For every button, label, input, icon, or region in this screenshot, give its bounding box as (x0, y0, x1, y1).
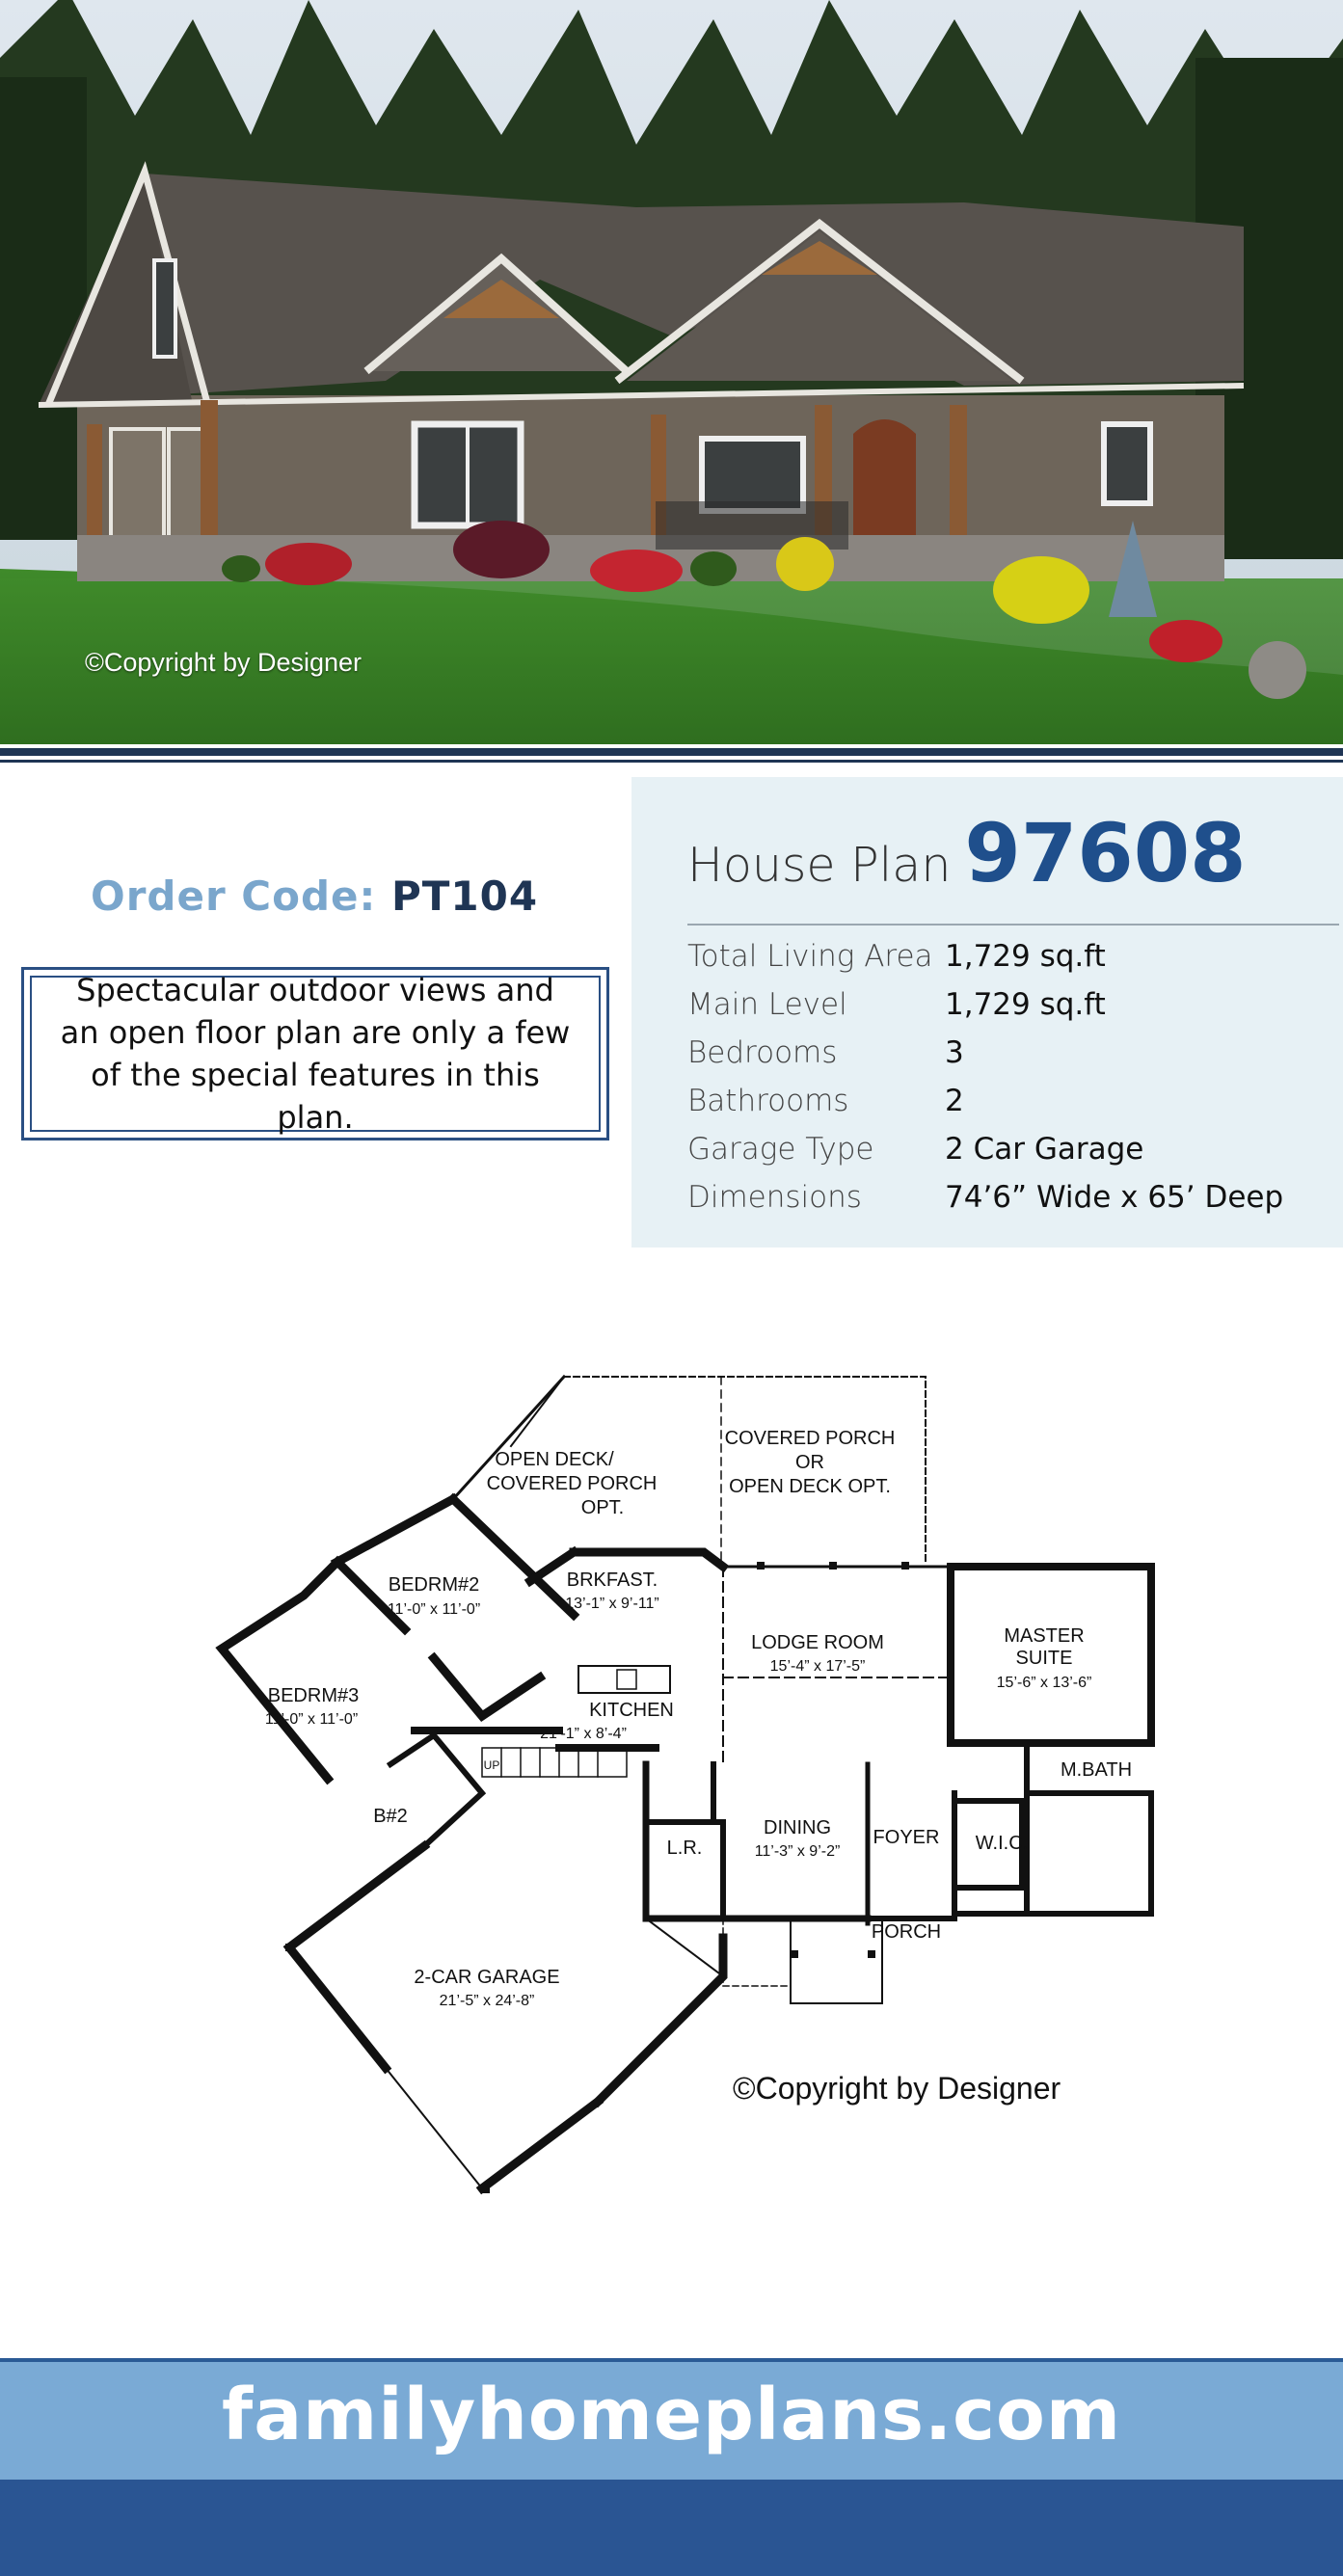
spec-row-dimensions (687, 1180, 1333, 1228)
room-label: BRKFAST. (566, 1570, 658, 1591)
spec-row-garage-type (687, 1132, 1333, 1180)
room-label: OPEN DECK/ (495, 1449, 614, 1470)
room-dimension: 11’-0” x 11’-0” (264, 1711, 359, 1728)
spec-value: 3 (945, 1035, 964, 1070)
description-box (21, 967, 609, 1140)
room-dimension: 21’-1” x 8’-4” (540, 1726, 627, 1742)
plan-number: 97608 (964, 806, 1247, 900)
room-label: OR (795, 1452, 824, 1473)
order-code-label: Order Code: (91, 872, 377, 920)
room-dimension: 11’-3” x 9’-2” (754, 1843, 841, 1860)
room-label: KITCHEN (589, 1700, 674, 1721)
room-dimension: 15’-6” x 13’-6” (996, 1675, 1092, 1691)
spec-label: Main Level (687, 987, 847, 1022)
spec-label: Bedrooms (687, 1035, 838, 1070)
room-label: B#2 (373, 1806, 408, 1827)
room-dimension: 15’-4” x 17’-5” (769, 1658, 866, 1675)
room-label: OPT. (580, 1497, 625, 1518)
site-url[interactable]: familyhomeplans.com (222, 2374, 1121, 2456)
room-label: L.R. (666, 1838, 703, 1859)
room-label: W.I.C. (975, 1833, 1029, 1854)
spec-row-bedrooms (687, 1035, 1333, 1084)
room-label: DINING (764, 1817, 831, 1838)
photo-copyright: ©Copyright by Designer (85, 648, 363, 677)
floorplan-copyright: ©Copyright by Designer (733, 2071, 1061, 2106)
spec-label: Total Living Area (687, 939, 933, 974)
room-dimension: 13’-1” x 9’-11” (565, 1596, 659, 1612)
room-dimension: 21’-5” x 24’-8” (439, 1993, 535, 2009)
room-label: M.BATH (1060, 1759, 1133, 1781)
divider-thin (0, 760, 1343, 763)
plan-title (687, 806, 1247, 900)
spec-panel (631, 777, 1343, 1248)
room-label: PORCH (871, 1921, 942, 1943)
spec-row-bathrooms (687, 1084, 1333, 1132)
spec-value: 2 (945, 1084, 964, 1118)
room-label: SUITE (1015, 1648, 1073, 1669)
room-label: BEDRM#3 (267, 1685, 360, 1706)
spec-value: 74’6” Wide x 65’ Deep (945, 1180, 1284, 1215)
room-label: FOYER (873, 1827, 940, 1848)
spec-value: 2 Car Garage (945, 1132, 1144, 1167)
footer-band-bottom (0, 2480, 1343, 2576)
divider-thick (0, 748, 1343, 756)
spec-divider (687, 924, 1339, 926)
plan-title-word: House Plan (687, 838, 952, 893)
room-label: 2-CAR GARAGE (414, 1967, 560, 1988)
room-label: COVERED PORCH (486, 1473, 658, 1494)
room-label: UP (483, 1758, 500, 1772)
house-photo (0, 0, 1343, 744)
spec-value: 1,729 sq.ft (945, 987, 1106, 1022)
spec-label: Bathrooms (687, 1084, 849, 1118)
spec-row-main-level (687, 987, 1333, 1035)
room-label: OPEN DECK OPT. (729, 1476, 891, 1497)
room-label: LODGE ROOM (751, 1632, 884, 1653)
description-box-inner (30, 972, 601, 1136)
room-dimension: 11’-0” x 11’-0” (387, 1601, 481, 1618)
spec-value: 1,729 sq.ft (945, 939, 1106, 974)
room-label: MASTER (1004, 1625, 1085, 1647)
spec-row-living-area (687, 939, 1333, 987)
room-label: BEDRM#2 (388, 1574, 480, 1596)
spec-label: Garage Type (687, 1132, 874, 1167)
room-label: COVERED PORCH (724, 1428, 896, 1449)
spec-label: Dimensions (687, 1180, 862, 1215)
plan-description: Spectacular outdoor views and an open floor plan are only a few of the special features in this plan. (60, 972, 571, 1136)
order-code-value: PT104 (390, 872, 539, 920)
order-code (91, 872, 538, 920)
